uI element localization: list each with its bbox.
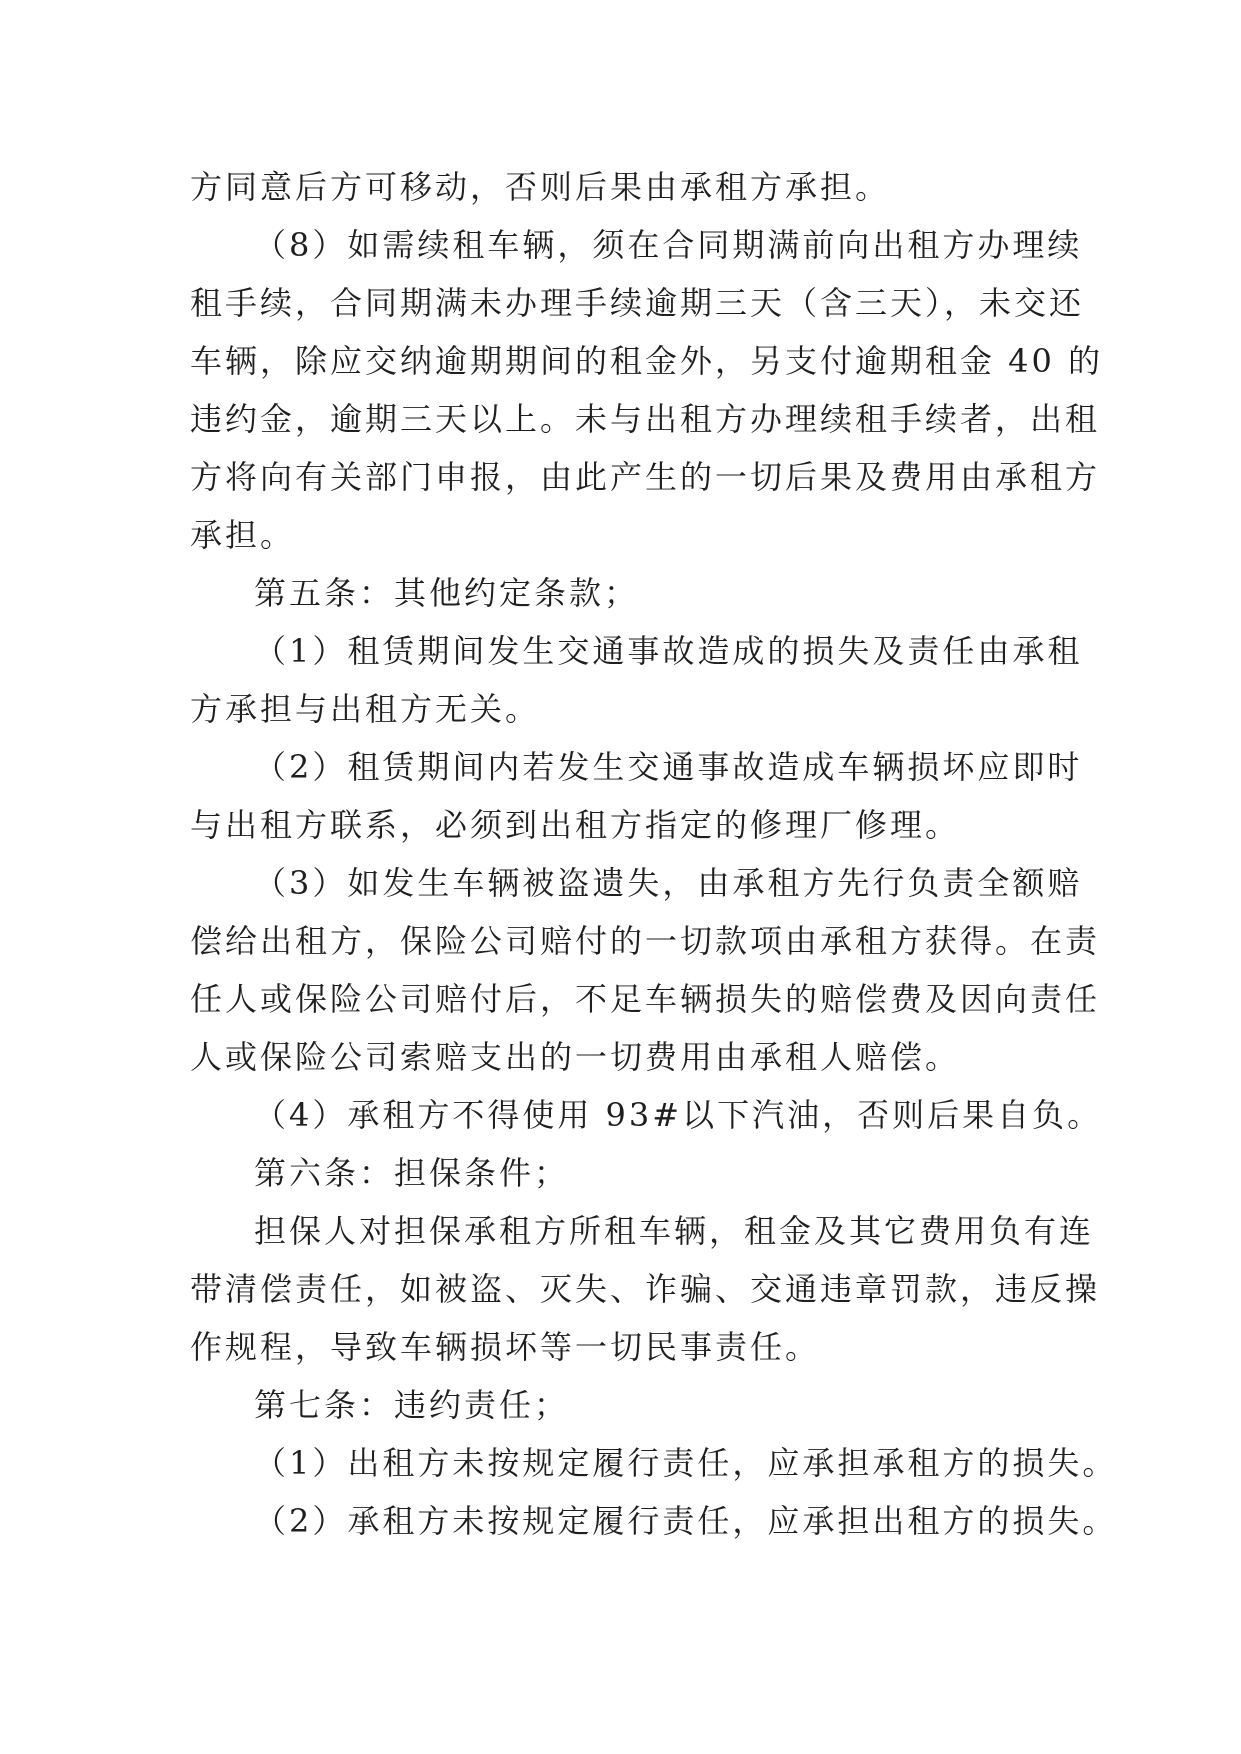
text-line: （2）租赁期间内若发生交通事故造成车辆损坏应即时: [254, 748, 1083, 786]
text-line: 与出租方联系，必须到出租方指定的修理厂修理。: [190, 806, 961, 844]
text-line: 违约金，逾期三天以上。未与出租方办理续租手续者，出租: [190, 400, 1101, 438]
text-line: 承担。: [190, 516, 296, 554]
section-heading: 第七条：违约责任；: [254, 1386, 570, 1424]
text-line: （1）出租方未按规定履行责任，应承担承租方的损失。: [254, 1444, 1118, 1482]
text-line: 方承担与出租方无关。: [190, 690, 541, 728]
text-line: 作规程，导致车辆损坏等一切民事责任。: [190, 1328, 821, 1366]
text-line: 偿给出租方，保险公司赔付的一切款项由承租方获得。在责: [190, 922, 1101, 960]
text-line: （8）如需续租车辆，须在合同期满前向出租方办理续: [254, 226, 1083, 264]
text-line: 租手续，合同期满未办理手续逾期三天（含三天），未交还: [190, 284, 1085, 322]
text-line: 带清偿责任，如被盗、灭失、诈骗、交通违章罚款，违反操: [190, 1270, 1101, 1308]
text-line: （3）如发生车辆被盗遗失，由承租方先行负责全额赔: [254, 864, 1083, 902]
section-heading: 第六条：担保条件；: [254, 1154, 570, 1192]
text-line: （1）租赁期间发生交通事故造成的损失及责任由承租: [254, 632, 1083, 670]
text-line: 车辆，除应交纳逾期期间的租金外，另支付逾期租金 40 的: [190, 342, 1104, 380]
text-line: 担保人对担保承租方所租车辆，租金及其它费用负有连: [254, 1212, 1095, 1250]
section-heading: 第五条：其他约定条款；: [254, 574, 640, 612]
text-line: （2）承租方未按规定履行责任，应承担出租方的损失。: [254, 1502, 1118, 1540]
text-line: （4）承租方不得使用 93#以下汽油，否则后果自负。: [254, 1096, 1103, 1134]
text-line: 方同意后方可移动，否则后果由承租方承担。: [190, 168, 891, 206]
text-line: 人或保险公司索赔支出的一切费用由承租人赔偿。: [190, 1038, 961, 1076]
document-body: [190, 158, 1118, 1550]
text-line: 方将向有关部门申报，由此产生的一切后果及费用由承租方: [190, 458, 1101, 496]
text-line: 任人或保险公司赔付后，不足车辆损失的赔偿费及因向责任: [190, 980, 1101, 1018]
